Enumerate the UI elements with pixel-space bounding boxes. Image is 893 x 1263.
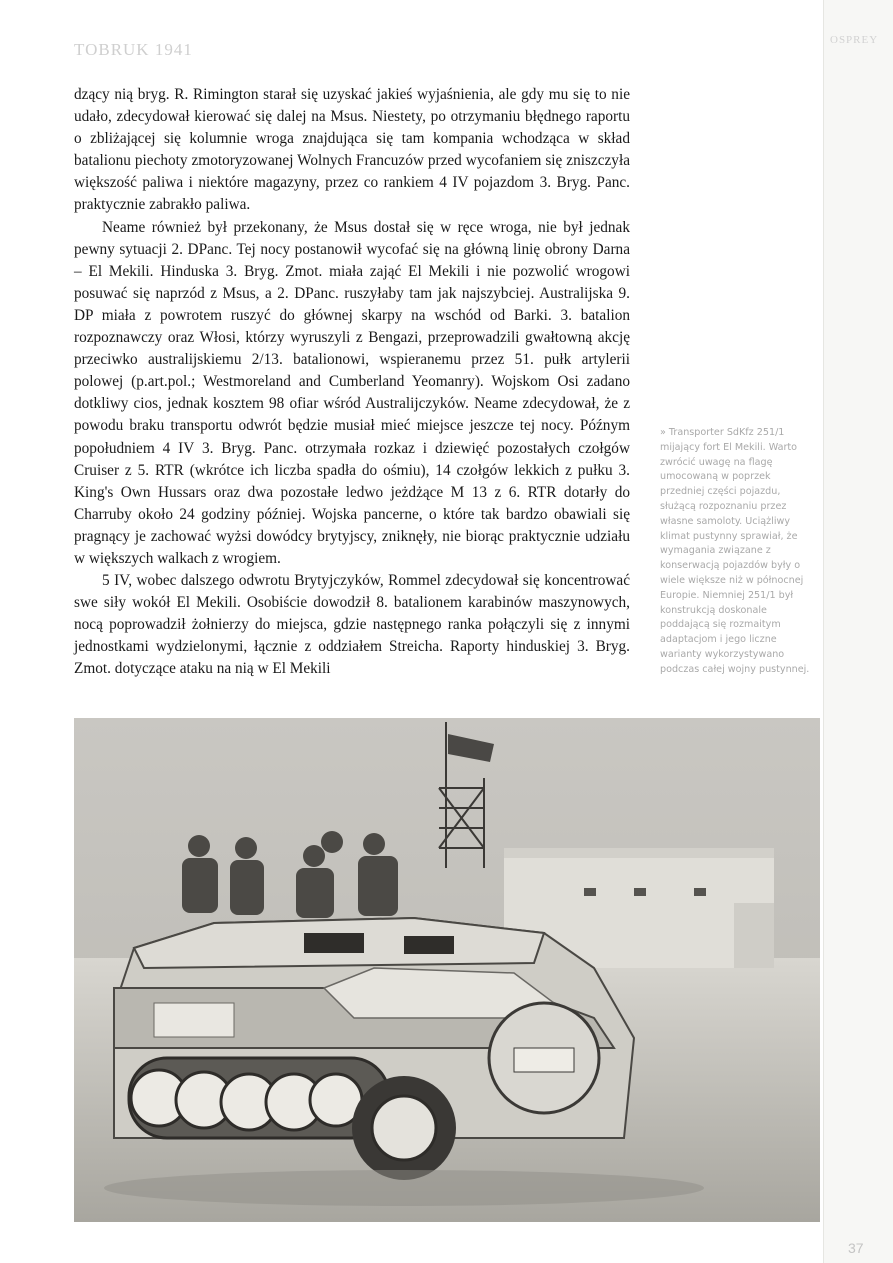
paragraph: dzący nią bryg. R. Rimington starał się uzyskać jakieś wyjaśnienia, ale gdy mu się to nie udało, zdecydował kierować się dalej na Msus. Niestety, po otrzymaniu błędnego raportu o zbliżającej się kolumnie wroga znajdująca się tam kompania wchodząca w skład batalionu piechoty zmotoryzowanej Wolnych Francuzów przed wycofaniem się zniszczyła większość paliwa i niektóre magazyny, przez co rankiem 4 IV pojazdom 3. Bryg. Panc. praktycznie zabrakło paliwa.	[74, 86, 630, 214]
paragraph: Neame również był przekonany, że Msus dostał się w ręce wroga, nie był jednak pewny sytuacji 2. DPanc. Tej nocy postanowił wycofać się na główną linię obrony Darna – El Mekili. Hinduska 3. Bryg. Zmot. miała zająć El Mekili i nie pozwolić wrogowi posuwać się naprzód z Msus, a 2. DPanc. ruszyłaby tam jak najszybciej. Australijska 9. DP miała z powrotem ruszyć do głównej skarpy na wschód od Barki. 3. batalion rozpoznawczy oraz Włosi, którzy wyruszyli z Bengazi, przeprowadzili gwałtowną akcję przeciwko australijskiemu 2/13. batalionowi, wspieranemu przez 51. pułk artylerii polowej (p.art.pol.; Westmoreland and Cumberland Yeomanry). Wojskom Osi zadano dotkliwy cios, jednak kosztem 98 ofiar wśród Australijczyków. Neame zdecydował, że z powodu braku transportu odwrót będzie musiał mieć miejsce jeszcze tej nocy. Późnym popołudniem 4 IV 3. Bryg. Panc. otrzymała rozkaz i dziewięć pozostałych czołgów Cruiser z 5. RTR (wkrótce ich liczba spadła do ośmiu), 14 czołgów lekkich z pułku 3. King's Own Hussars oraz dwa pozostałe ledwo jeżdżące M 13 z 6. RTR dotarły do Charruby około 24 godziny później. Wojska pancerne, o które tak bardzo obawiali się pragnący je zachować wyżsi dowódcy brytyjscy, zniknęły, nie biorąc praktycznie udziału w większych walkach z wrogiem.	[74, 218, 630, 567]
body-text	[74, 84, 630, 681]
paragraph: 5 IV, wobec dalszego odwrotu Brytyjczyków, Rommel zdecydował się koncentrować swe siły wokół El Mekili. Osobiście dowodził 8. batalionem karabinów maszynowych, nocą poprowadził żołnierzy do miejsca, gdzie następnego ranka połączyli się z innymi jednostkami wydzielonymi, łącznie z oddziałem Streicha. Raporty hinduskiej 3. Bryg. Zmot. dotyczące ataku na nią w El Mekili	[74, 572, 630, 678]
page-number: 37	[848, 1240, 864, 1256]
photo-illustration	[74, 718, 820, 1222]
margin-band	[823, 0, 893, 1263]
photo-caption: » Transporter SdKfz 251/1 mijający fort El Mekili. Warto zwrócić uwagę na flagę umocowaną w poprzek przedniej części pojazdu, służącą rozpoznaniu przez własne samoloty. Uciążliwy klimat pustynny sprawiał, że wymagania związane z konserwacją pojazdów były o wiele większe niż w północnej Europie. Niemniej 251/1 był konstrukcją doskonale poddającą się rozmaitym adaptacjom i jego liczne warianty wykorzystywano podczas całej wojny pustynnej.	[660, 427, 810, 675]
vehicle-shadow	[104, 1170, 704, 1206]
track-wheels	[129, 1058, 389, 1138]
halftrack-photo	[74, 718, 820, 1222]
running-head: TOBRUK 1941	[74, 40, 193, 59]
publisher-brand: OSPREY	[830, 34, 879, 46]
front-wheel	[352, 1076, 456, 1180]
